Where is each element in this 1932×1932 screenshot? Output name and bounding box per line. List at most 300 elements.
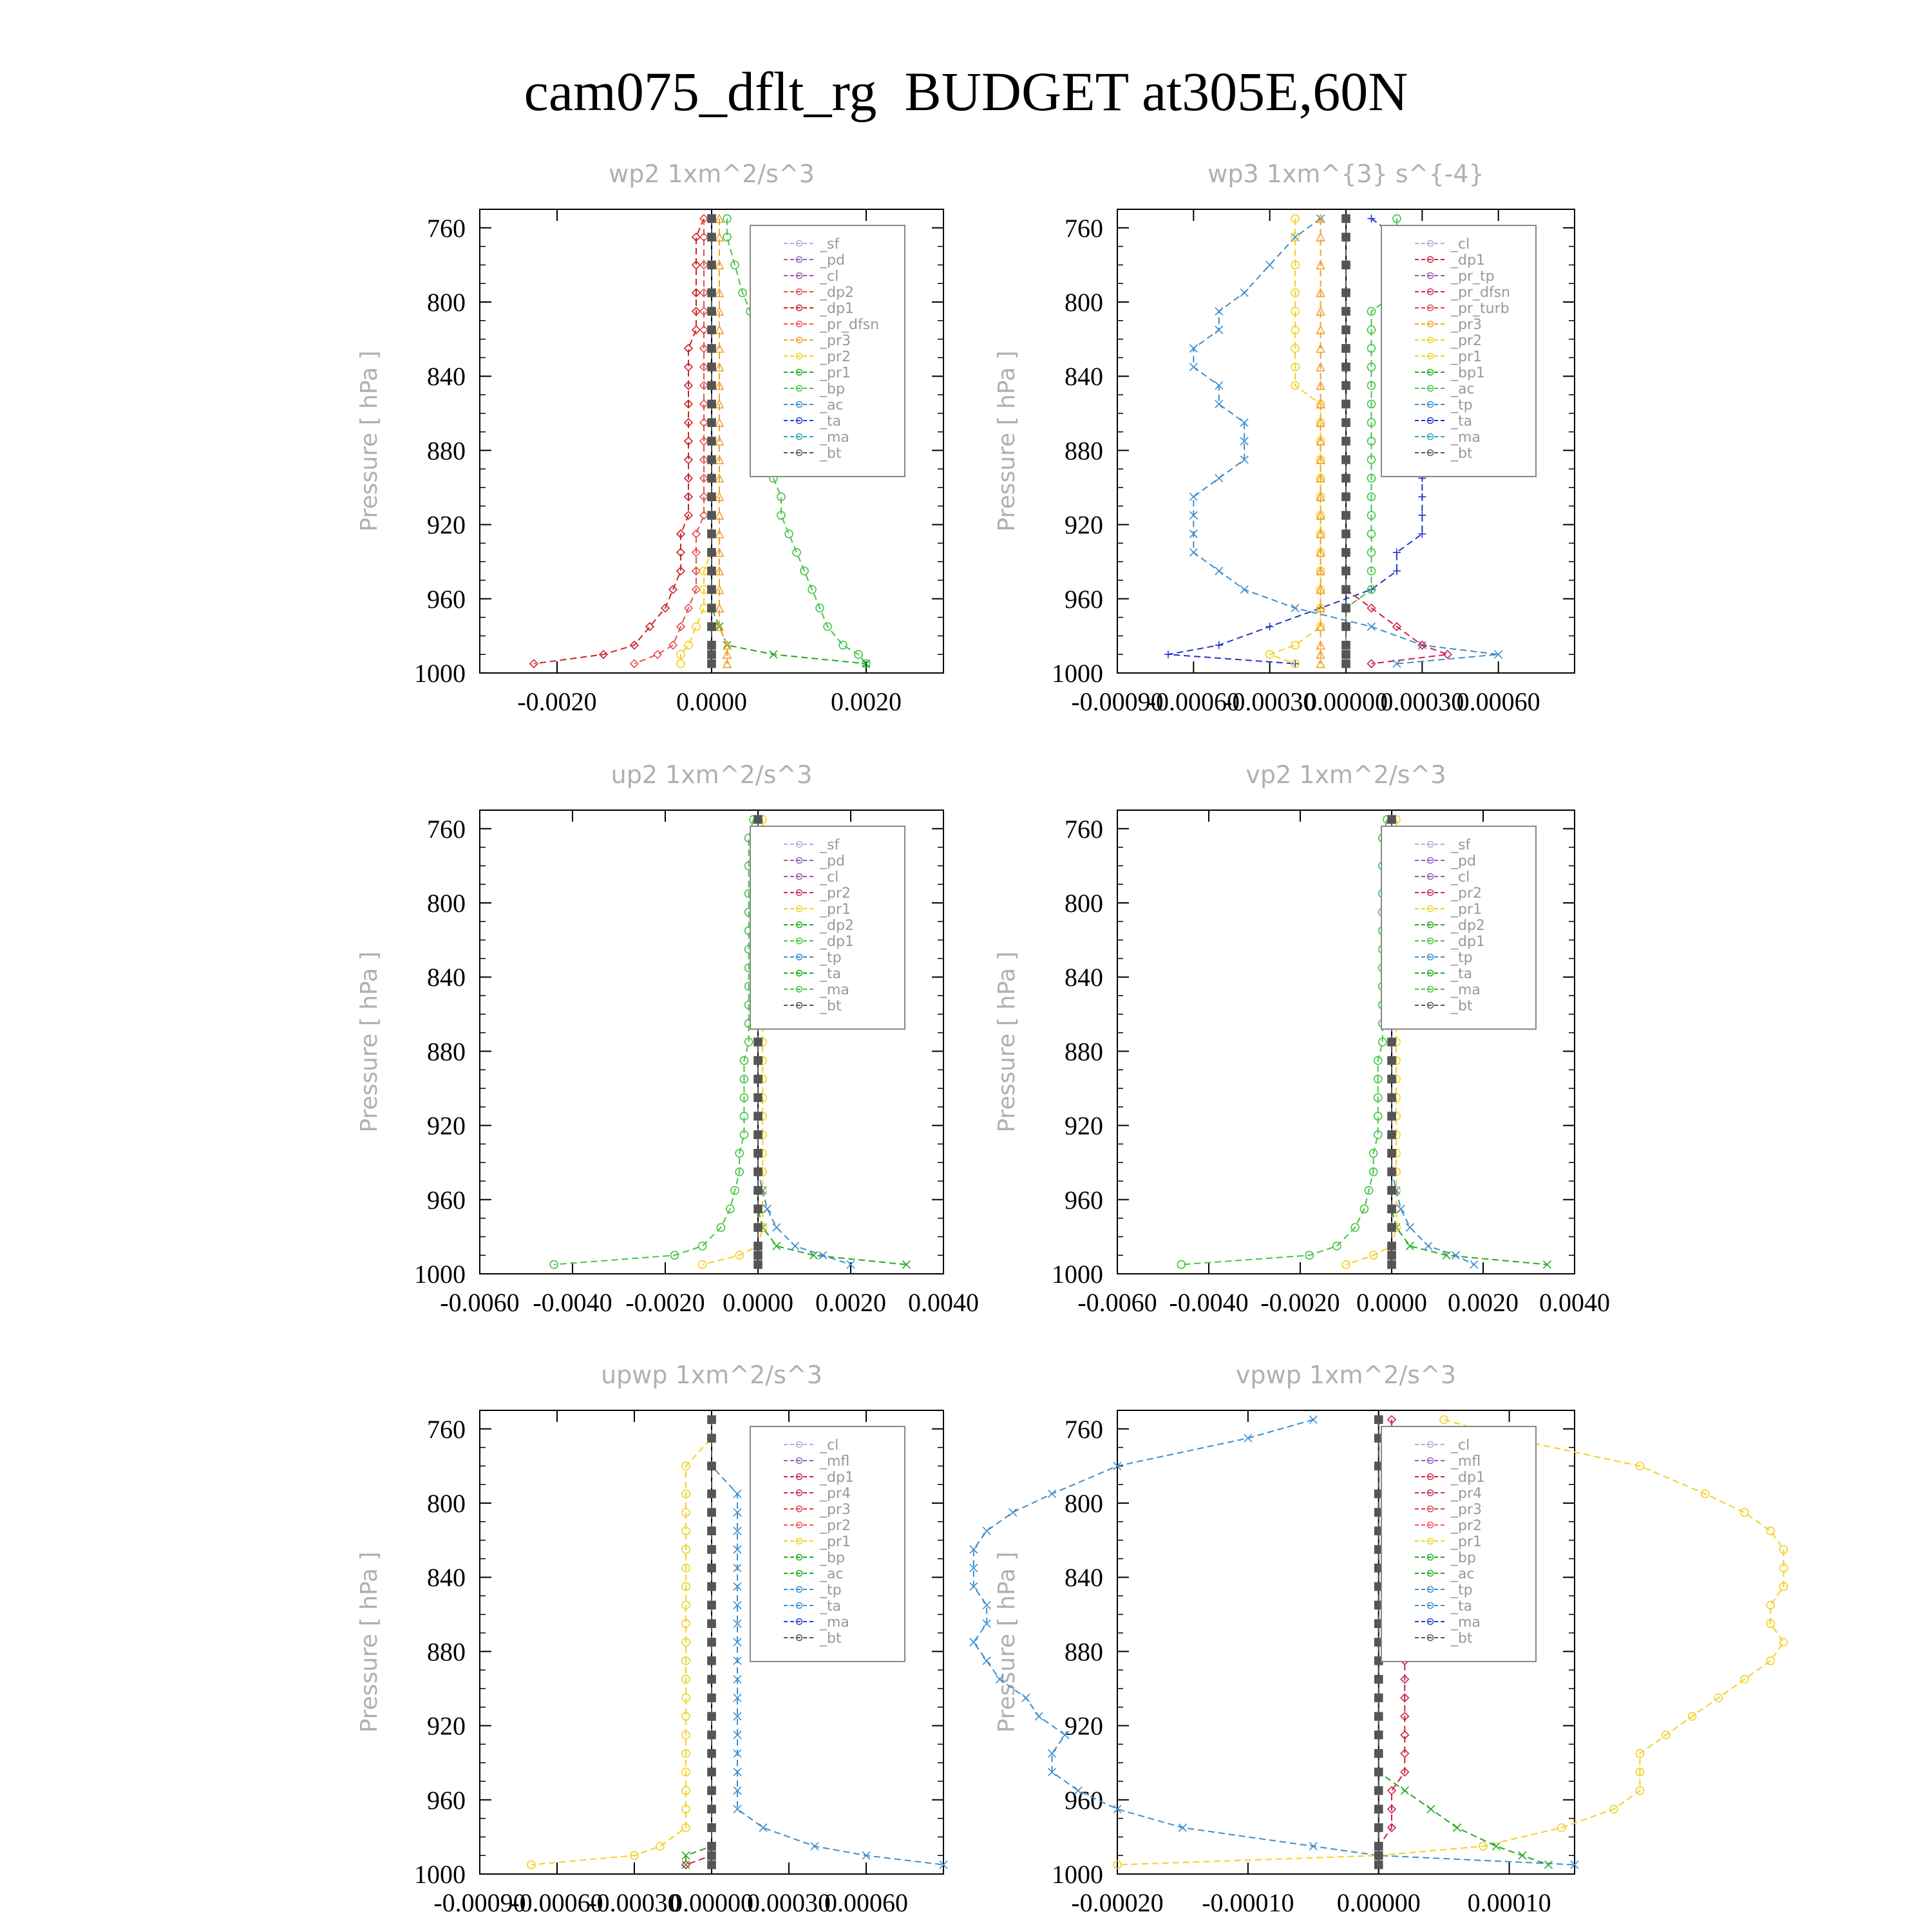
x-tick-label: 0.0000: [1356, 1288, 1427, 1317]
x-tick-label: 0.0020: [831, 687, 902, 716]
legend-label: _pr2: [1451, 333, 1482, 349]
y-tick-label: 760: [1065, 814, 1103, 844]
data-point: [708, 261, 715, 269]
legend-label: _ac: [820, 397, 844, 413]
data-point: [1388, 1186, 1396, 1194]
data-point: [754, 1075, 762, 1083]
data-point: [983, 1657, 990, 1665]
y-tick-label: 880: [1065, 1637, 1103, 1667]
x-tick-label: -0.00060: [511, 1888, 603, 1917]
y-tick-label: 920: [427, 1111, 466, 1141]
legend-label: _bp: [1451, 1550, 1476, 1566]
x-tick-label: 0.00060: [1456, 687, 1540, 716]
data-point: [708, 1731, 715, 1739]
x-tick-label: 0.00000: [1336, 1888, 1421, 1917]
data-point: [708, 604, 715, 612]
data-point: [1342, 567, 1350, 575]
x-tick-label: 0.0040: [908, 1288, 979, 1317]
data-point: [708, 1657, 715, 1665]
data-point: [1427, 1805, 1435, 1813]
data-point: [708, 623, 715, 630]
legend-label: _mfl: [820, 1454, 850, 1470]
data-point: [1342, 530, 1350, 538]
data-point: [1215, 400, 1223, 408]
legend-label: _cl: [820, 269, 839, 285]
legend-label: _pr2: [820, 886, 851, 902]
data-point: [754, 1057, 762, 1065]
data-point: [754, 1205, 762, 1213]
data-point: [1215, 567, 1223, 575]
y-tick-label: 960: [1065, 584, 1103, 614]
data-point: [708, 1805, 715, 1813]
legend-label: _ac: [1451, 381, 1475, 397]
legend-label: _sf: [820, 236, 840, 252]
y-tick-label: 800: [427, 1489, 466, 1518]
legend-label: _pr3: [1451, 317, 1482, 333]
data-point: [793, 549, 800, 556]
data-point: [773, 1242, 781, 1250]
y-tick-label: 840: [427, 1563, 466, 1593]
x-tick-label: -0.0020: [1260, 1288, 1340, 1317]
legend-label: _pr_dfsn: [1451, 285, 1511, 301]
legend-label: _bt: [1451, 1631, 1473, 1647]
panel-title: vpwp 1xm^2/s^3: [1235, 1361, 1457, 1389]
data-point: [685, 641, 692, 649]
legend-label: _pr2: [1451, 1518, 1482, 1534]
y-tick-label: 920: [427, 1711, 466, 1741]
x-tick-label: 0.00060: [824, 1888, 908, 1917]
y-tick-label: 800: [1065, 889, 1103, 918]
data-point: [1375, 1694, 1383, 1701]
x-tick-label: 0.00010: [1467, 1888, 1551, 1917]
y-tick-label: 1000: [1052, 659, 1103, 688]
x-tick-label: 0.0000: [723, 1288, 793, 1317]
data-point: [1375, 1805, 1383, 1813]
data-point: [1342, 604, 1350, 612]
x-tick-label: 0.0020: [815, 1288, 886, 1317]
legend-label: _ta: [820, 413, 842, 430]
chart-panel-1: [356, 160, 943, 716]
y-tick-label: 1000: [414, 1260, 466, 1289]
data-point: [1388, 1094, 1396, 1101]
data-point: [708, 641, 715, 649]
data-point: [708, 1620, 715, 1627]
y-tick-label: 800: [427, 889, 466, 918]
legend-label: _ma: [820, 430, 849, 446]
data-point: [708, 1852, 715, 1859]
data-point: [708, 1786, 715, 1794]
legend-label: _dp1: [820, 934, 854, 950]
legend-label: _ma: [1451, 430, 1481, 446]
data-point: [708, 1508, 715, 1516]
y-axis-label: Pressure [ hPa ]: [994, 350, 1020, 532]
data-point: [1342, 363, 1350, 371]
data-point: [1453, 1824, 1461, 1832]
data-point: [1388, 1251, 1396, 1259]
data-point: [759, 1824, 767, 1832]
data-point: [1342, 419, 1350, 426]
data-point: [1342, 623, 1350, 630]
chart-panel-3: [356, 761, 979, 1317]
data-point: [1342, 493, 1350, 500]
legend-label: _tp: [1451, 397, 1473, 413]
data-point: [754, 1112, 762, 1120]
legend-label: _bp: [820, 381, 845, 397]
data-point: [708, 1861, 715, 1869]
data-point: [1375, 1824, 1383, 1832]
series-line-pr3: [719, 218, 727, 663]
x-tick-label: -0.00020: [1071, 1888, 1164, 1917]
data-point: [1375, 1712, 1383, 1720]
legend-label: _pr1: [1451, 349, 1482, 365]
data-point: [1425, 1242, 1432, 1250]
data-point: [1741, 1508, 1748, 1516]
data-point: [708, 363, 715, 371]
legend-label: _pr1: [820, 902, 851, 918]
legend-label: _ta: [1451, 413, 1473, 430]
data-point: [1375, 1842, 1383, 1850]
panel-title: wp2 1xm^2/s^3: [609, 160, 815, 188]
y-tick-label: 760: [427, 213, 466, 243]
data-point: [1342, 456, 1350, 464]
series-line-pr2: [1270, 218, 1321, 663]
y-tick-label: 1000: [414, 1860, 466, 1889]
y-tick-label: 920: [427, 510, 466, 540]
data-point: [708, 585, 715, 593]
legend-label: _pr4: [1451, 1486, 1482, 1502]
data-point: [708, 567, 715, 575]
data-point: [708, 1416, 715, 1423]
legend-label: _ta: [820, 1598, 842, 1615]
data-point: [754, 1131, 762, 1139]
data-point: [1266, 261, 1274, 269]
data-point: [1035, 1712, 1043, 1720]
legend-label: _pr3: [1451, 1502, 1482, 1518]
data-point: [754, 1251, 762, 1259]
y-tick-label: 760: [427, 814, 466, 844]
panel-title: wp3 1xm^{3} s^{-4}: [1208, 160, 1484, 188]
legend-label: _bt: [820, 446, 842, 462]
legend-label: _bp: [820, 1550, 845, 1566]
data-point: [1342, 650, 1350, 658]
y-tick-label: 1000: [1052, 1260, 1103, 1289]
panel-title: up2 1xm^2/s^3: [611, 761, 813, 789]
y-tick-label: 960: [1065, 1785, 1103, 1815]
x-tick-label: -0.00030: [588, 1888, 681, 1917]
y-tick-label: 840: [427, 963, 466, 992]
data-point: [1215, 326, 1223, 334]
data-point: [1342, 475, 1350, 482]
data-point: [708, 1750, 715, 1757]
legend-label: _dp1: [1451, 934, 1485, 950]
x-tick-label: -0.0060: [440, 1288, 520, 1317]
panel-title: vp2 1xm^2/s^3: [1245, 761, 1446, 789]
data-point: [708, 326, 715, 334]
series-line-dp1: [534, 218, 704, 663]
y-tick-label: 800: [1065, 1489, 1103, 1518]
x-tick-label: -0.0020: [517, 687, 597, 716]
data-point: [1375, 1731, 1383, 1739]
data-point: [754, 1094, 762, 1101]
legend-label: _dp1: [1451, 1470, 1485, 1486]
x-tick-label: 0.00030: [1380, 687, 1464, 716]
x-tick-label: -0.0060: [1077, 1288, 1157, 1317]
data-point: [708, 1824, 715, 1832]
data-point: [1291, 604, 1299, 612]
data-point: [763, 1205, 771, 1213]
data-point: [1189, 493, 1197, 500]
data-point: [656, 1842, 664, 1850]
data-point: [1048, 1490, 1056, 1498]
data-point: [692, 326, 700, 334]
data-point: [708, 1712, 715, 1720]
legend-label: _tp: [1451, 1582, 1473, 1598]
data-point: [708, 1601, 715, 1609]
legend-label: _pr2: [820, 349, 851, 365]
data-point: [708, 1490, 715, 1498]
data-point: [1375, 1676, 1383, 1683]
legend-label: _pr4: [820, 1486, 851, 1502]
legend-label: _tp: [1451, 950, 1473, 966]
chart-panel-5: [356, 1361, 947, 1917]
legend-label: _dp1: [820, 301, 854, 317]
legend-label: _tp: [820, 1582, 842, 1598]
x-tick-label: 0.0040: [1539, 1288, 1610, 1317]
chart-panel-4: [994, 761, 1610, 1317]
data-point: [1375, 1768, 1383, 1776]
data-point: [1388, 815, 1396, 823]
legend-label: _bt: [820, 1631, 842, 1647]
data-point: [1388, 1786, 1396, 1794]
legend-label: _cl: [820, 1437, 839, 1454]
data-point: [708, 1694, 715, 1701]
data-point: [708, 400, 715, 408]
legend-label: _pr3: [820, 1502, 851, 1518]
data-point: [1342, 511, 1350, 519]
legend-label: _pr_dfsn: [820, 317, 880, 333]
data-point: [1388, 1075, 1396, 1083]
y-tick-label: 1000: [414, 659, 466, 688]
data-point: [1342, 289, 1350, 297]
x-tick-label: -0.00010: [1202, 1888, 1294, 1917]
data-point: [1189, 549, 1197, 556]
legend-label: _dp1: [1451, 252, 1485, 269]
x-tick-label: -0.0040: [533, 1288, 612, 1317]
legend-label: _ac: [820, 1566, 844, 1582]
data-point: [708, 1676, 715, 1683]
data-point: [1418, 493, 1426, 500]
data-point: [708, 530, 715, 538]
data-point: [1375, 1786, 1383, 1794]
legend-label: _pr_tp: [1451, 269, 1495, 285]
data-point: [754, 815, 762, 823]
data-point: [754, 1186, 762, 1194]
data-point: [708, 1462, 715, 1470]
data-point: [708, 1546, 715, 1553]
data-point: [1406, 1242, 1414, 1250]
legend-label: _ta: [1451, 966, 1473, 982]
data-point: [1375, 1861, 1383, 1869]
y-tick-label: 800: [427, 288, 466, 317]
y-tick-label: 920: [1065, 510, 1103, 540]
series-line-dp1: [1181, 819, 1387, 1264]
y-tick-label: 920: [1065, 1111, 1103, 1141]
legend-label: _bt: [1451, 446, 1473, 462]
data-point: [1291, 641, 1299, 649]
legend-label: _ma: [820, 982, 849, 998]
data-point: [1342, 400, 1350, 408]
y-tick-label: 760: [1065, 1414, 1103, 1444]
legend-label: _pr1: [1451, 1534, 1482, 1550]
y-tick-label: 840: [427, 362, 466, 392]
data-point: [708, 1564, 715, 1572]
y-tick-label: 1000: [1052, 1860, 1103, 1889]
legend-label: _pr1: [1451, 902, 1482, 918]
data-point: [708, 493, 715, 500]
data-point: [970, 1638, 978, 1646]
y-tick-label: 960: [1065, 1185, 1103, 1215]
data-point: [1179, 1824, 1186, 1832]
data-point: [1544, 1861, 1552, 1869]
data-point: [1406, 1224, 1414, 1231]
data-point: [1342, 233, 1350, 241]
y-tick-label: 760: [427, 1414, 466, 1444]
x-tick-label: -0.0040: [1169, 1288, 1249, 1317]
legend-label: _ta: [820, 966, 842, 982]
y-tick-label: 800: [1065, 288, 1103, 317]
legend-label: _pr2: [820, 1518, 851, 1534]
legend-label: _sf: [820, 837, 840, 853]
data-point: [708, 1527, 715, 1535]
data-point: [1375, 1750, 1383, 1757]
legend-label: _mfl: [1451, 1454, 1481, 1470]
data-point: [708, 214, 715, 222]
data-point: [819, 1251, 827, 1259]
data-point: [708, 549, 715, 556]
legend-label: _ma: [1451, 982, 1481, 998]
data-point: [1375, 1852, 1383, 1859]
y-tick-label: 960: [427, 584, 466, 614]
legend-label: _cl: [1451, 236, 1470, 252]
data-point: [1388, 1261, 1396, 1269]
data-point: [1388, 1242, 1396, 1250]
data-point: [1388, 1168, 1396, 1176]
figure-title: cam075_dflt_rg BUDGET at305E,60N: [524, 61, 1408, 122]
data-point: [708, 456, 715, 464]
legend-label: _dp2: [820, 285, 854, 301]
data-point: [708, 511, 715, 519]
legend-label: _dp2: [820, 918, 854, 934]
data-point: [708, 660, 715, 668]
data-point: [677, 660, 685, 668]
data-point: [1215, 307, 1223, 315]
y-tick-label: 960: [427, 1185, 466, 1215]
legend-label: _pr_turb: [1451, 301, 1510, 317]
data-point: [1240, 289, 1248, 297]
legend-label: _pr2: [1451, 886, 1482, 902]
y-tick-label: 840: [1065, 963, 1103, 992]
y-tick-label: 760: [1065, 213, 1103, 243]
legend-label: _bt: [820, 998, 842, 1014]
legend-label: _dp2: [1451, 918, 1485, 934]
y-tick-label: 840: [1065, 1563, 1103, 1593]
data-point: [1375, 1416, 1383, 1423]
data-point: [1388, 1205, 1396, 1213]
legend-label: _pr3: [820, 333, 851, 349]
data-point: [1388, 1150, 1396, 1157]
data-point: [1766, 1527, 1774, 1535]
x-tick-label: -0.00060: [1147, 687, 1240, 716]
data-point: [1342, 660, 1350, 668]
data-point: [708, 1842, 715, 1850]
y-axis-label: Pressure [ hPa ]: [356, 350, 383, 532]
panel-title: upwp 1xm^2/s^3: [601, 1361, 822, 1389]
data-point: [1189, 363, 1197, 371]
data-point: [708, 289, 715, 297]
data-point: [1397, 1205, 1405, 1213]
chart-panel-2: [994, 160, 1575, 716]
legend-label: _pr1: [820, 1534, 851, 1550]
data-point: [1388, 1112, 1396, 1120]
data-point: [754, 1242, 762, 1250]
data-point: [773, 1224, 781, 1231]
data-point: [1367, 623, 1375, 630]
y-axis-label: Pressure [ hPa ]: [994, 1551, 1020, 1733]
data-point: [1342, 214, 1350, 222]
data-point: [708, 345, 715, 352]
data-point: [1401, 1786, 1408, 1794]
y-tick-label: 960: [427, 1785, 466, 1815]
data-point: [1342, 549, 1350, 556]
data-point: [754, 1038, 762, 1046]
legend-label: _sf: [1451, 837, 1471, 853]
legend-label: _cl: [1451, 1437, 1470, 1454]
data-point: [1470, 1261, 1478, 1269]
data-point: [1215, 641, 1223, 649]
data-point: [1519, 1852, 1526, 1859]
data-point: [692, 623, 700, 630]
data-point: [1342, 326, 1350, 334]
y-axis-label: Pressure [ hPa ]: [356, 951, 383, 1133]
data-point: [1780, 1638, 1788, 1646]
data-point: [791, 1242, 799, 1250]
series-line-pr1: [531, 1419, 712, 1864]
y-tick-label: 880: [1065, 436, 1103, 466]
legend-label: _ma: [820, 1615, 849, 1631]
data-point: [1388, 1057, 1396, 1065]
x-tick-label: -0.0020: [625, 1288, 705, 1317]
data-point: [983, 1527, 990, 1535]
series-line-dp2: [634, 218, 704, 663]
legend-label: _cl: [1451, 869, 1470, 886]
data-point: [654, 650, 661, 658]
data-point: [1342, 585, 1350, 593]
data-point: [708, 233, 715, 241]
data-point: [708, 419, 715, 426]
data-point: [708, 437, 715, 445]
series-line-dp1: [554, 819, 753, 1264]
data-point: [1022, 1694, 1030, 1701]
data-point: [1388, 1038, 1396, 1046]
legend-label: _ma: [1451, 1615, 1481, 1631]
data-point: [708, 1638, 715, 1646]
data-point: [708, 650, 715, 658]
y-tick-label: 880: [1065, 1037, 1103, 1066]
x-tick-label: 0.0020: [1448, 1288, 1519, 1317]
x-tick-label: 0.00000: [1304, 687, 1388, 716]
legend-label: _dp1: [820, 1470, 854, 1486]
data-point: [754, 1150, 762, 1157]
